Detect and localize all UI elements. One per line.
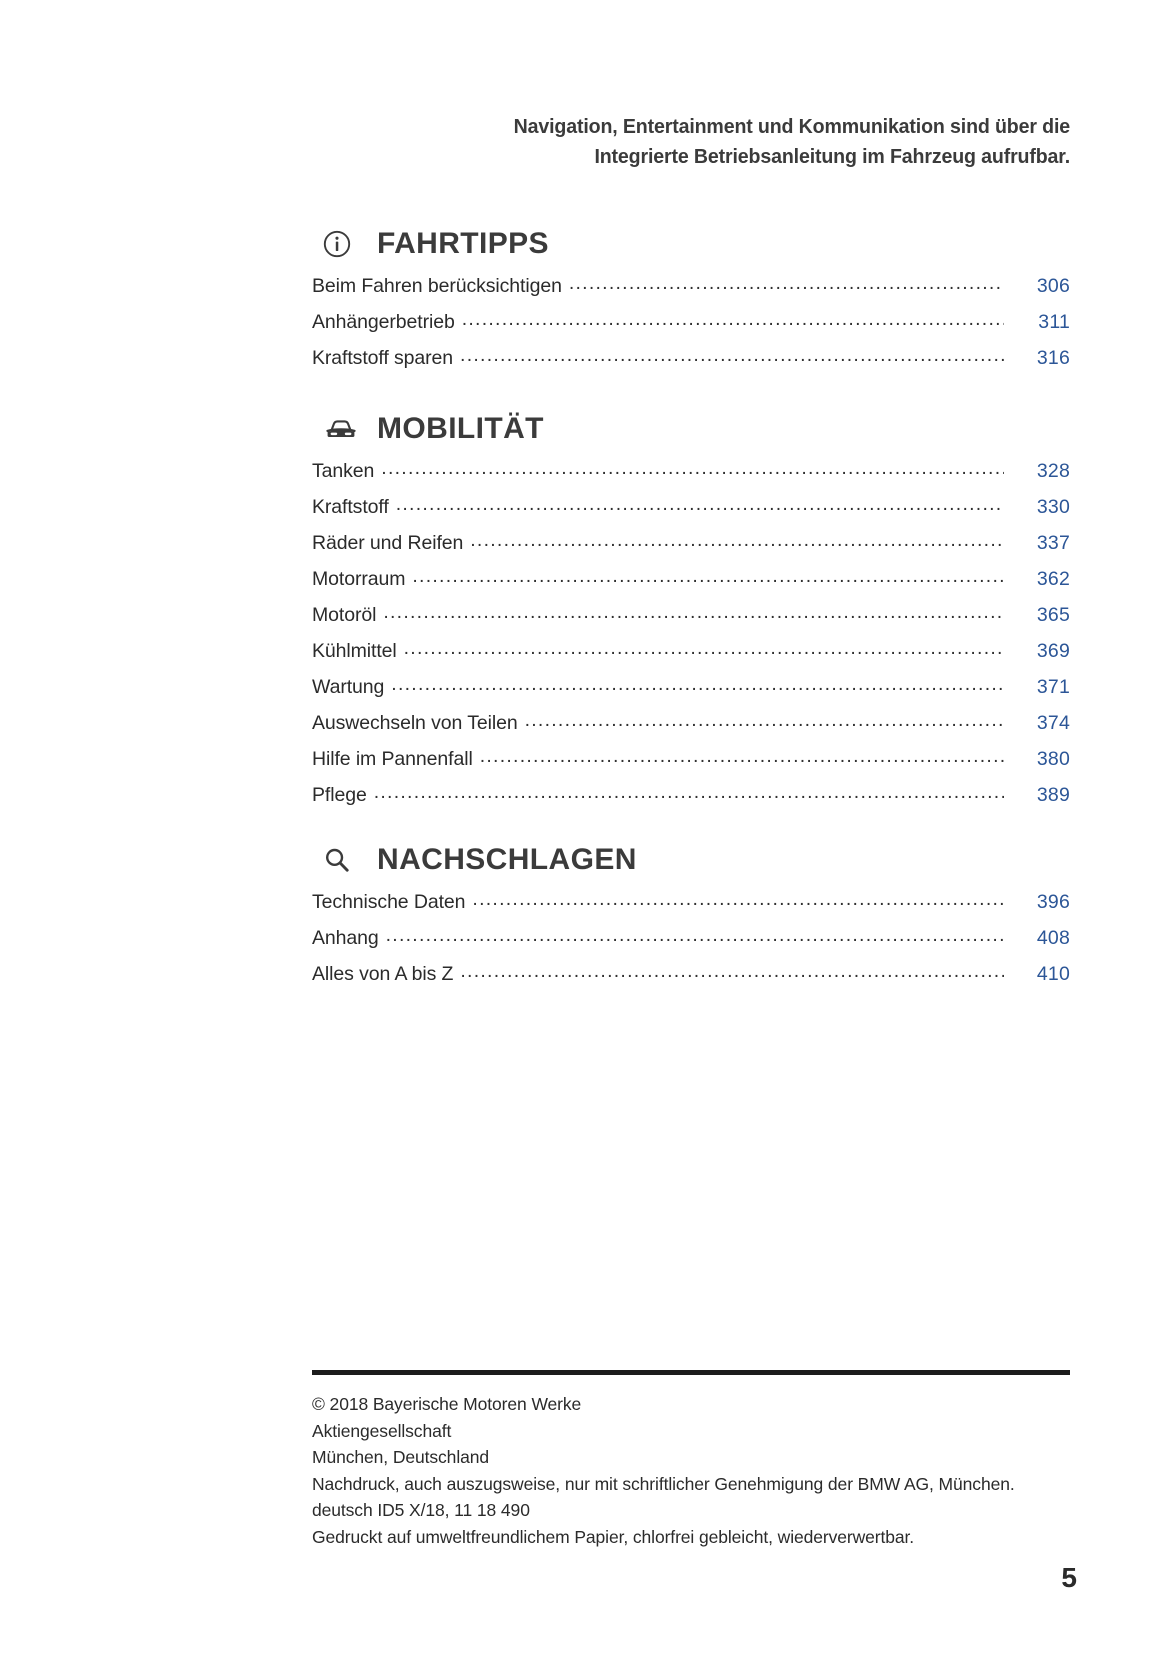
- section-title: NACHSCHLAGEN: [377, 843, 637, 876]
- toc-entry[interactable]: [312, 272, 1070, 308]
- toc-entry-label: Alles von A bis Z: [312, 962, 454, 985]
- toc-entry-page: 389: [1036, 783, 1070, 806]
- toc-entry-page: 330: [1036, 495, 1070, 518]
- toc-entry[interactable]: [312, 493, 1070, 529]
- toc-entry[interactable]: [312, 529, 1070, 565]
- toc-entry[interactable]: [312, 565, 1070, 601]
- toc-entry-label: Pflege: [312, 783, 367, 806]
- toc-entry-page: 306: [1036, 274, 1070, 297]
- toc-entry-label: Kraftstoff: [312, 495, 389, 518]
- toc-entry-label: Beim Fahren berücksichtigen: [312, 274, 562, 297]
- toc-entry-page: 337: [1036, 531, 1070, 554]
- toc-entry-label: Motorraum: [312, 567, 406, 590]
- toc-list-fahrtipps: [312, 272, 1070, 380]
- toc-entry[interactable]: [312, 344, 1070, 380]
- section-fahrtipps: [312, 222, 1070, 380]
- footer-divider: [312, 1370, 1070, 1375]
- toc-entry-label: Räder und Reifen: [312, 531, 464, 554]
- section-mobilitaet: [312, 407, 1070, 817]
- imprint-line: © 2018 Bayerische Motoren Werke: [312, 1394, 582, 1414]
- toc-entry-page: 396: [1036, 890, 1070, 913]
- toc-entry-label: Technische Daten: [312, 890, 466, 913]
- section-nachschlagen: [312, 838, 1070, 996]
- toc-entry[interactable]: [312, 457, 1070, 493]
- info-circle-icon: [322, 226, 362, 262]
- toc-entry-label: Auswechseln von Teilen: [312, 711, 518, 734]
- toc-list-mobilitaet: [312, 457, 1070, 817]
- car-front-icon: [322, 411, 362, 447]
- toc-entry-label: Anhängerbetrieb: [312, 310, 455, 333]
- toc-entry-label: Hilfe im Pannenfall: [312, 747, 473, 770]
- imprint-line: Aktiengesellschaft: [312, 1420, 452, 1441]
- dot-leader: [386, 924, 1004, 944]
- imprint-line: deutsch ID5 X/18, 11 18 490: [312, 1500, 530, 1520]
- toc-entry-label: Kraftstoff sparen: [312, 346, 454, 369]
- toc-entry-label: Motoröl: [312, 603, 377, 626]
- toc-entry[interactable]: [312, 924, 1070, 960]
- dot-leader: [460, 344, 1004, 364]
- toc-entry[interactable]: [312, 781, 1070, 817]
- toc-entry[interactable]: [312, 709, 1070, 745]
- section-title: FAHRTIPPS: [377, 227, 549, 260]
- toc-entry[interactable]: [312, 673, 1070, 709]
- toc-entry-page: 410: [1036, 962, 1070, 985]
- intro-line-1: Navigation, Entertainment und Kommunikation sind über die: [513, 115, 1070, 138]
- dot-leader: [383, 601, 1004, 621]
- section-header: [312, 838, 1070, 882]
- toc-entry[interactable]: [312, 308, 1070, 344]
- toc-entry[interactable]: [312, 888, 1070, 924]
- dot-leader: [460, 960, 1004, 980]
- toc-entry-page: 365: [1036, 603, 1070, 626]
- dot-leader: [525, 709, 1004, 729]
- dot-leader: [462, 308, 1004, 328]
- toc-entry-page: 328: [1036, 459, 1070, 482]
- toc-entry-page: 380: [1036, 747, 1070, 770]
- imprint-line: Gedruckt auf umweltfreundlichem Papier, chlorfrei gebleicht, wiederverwertbar.: [312, 1526, 915, 1547]
- imprint-block: [312, 1391, 1102, 1550]
- section-header: [312, 222, 1070, 266]
- dot-leader: [396, 493, 1004, 513]
- toc-entry[interactable]: [312, 745, 1070, 781]
- toc-entry-label: Kühlmittel: [312, 639, 397, 662]
- dot-leader: [412, 565, 1004, 585]
- toc-entry[interactable]: [312, 960, 1070, 996]
- search-icon: [322, 842, 362, 878]
- toc-entry-page: 362: [1036, 567, 1070, 590]
- page-number: 5: [1061, 1562, 1077, 1593]
- toc-entry-page: 408: [1036, 926, 1070, 949]
- toc-entry[interactable]: [312, 601, 1070, 637]
- toc-entry[interactable]: [312, 637, 1070, 673]
- toc-entry-page: 374: [1036, 711, 1070, 734]
- imprint-line: München, Deutschland: [312, 1447, 489, 1467]
- toc-entry-page: 311: [1038, 310, 1070, 333]
- toc-entry-page: 316: [1036, 346, 1070, 369]
- toc-list-nachschlagen: [312, 888, 1070, 996]
- intro-heading: [346, 112, 1070, 172]
- intro-line-2: Integrierte Betriebsanleitung im Fahrzeug aufrufbar.: [594, 145, 1070, 168]
- toc-entry-page: 371: [1036, 675, 1070, 698]
- dot-leader: [404, 637, 1004, 657]
- dot-leader: [470, 529, 1004, 549]
- toc-entry-page: 369: [1036, 639, 1070, 662]
- dot-leader: [569, 272, 1004, 292]
- toc-entry-label: Tanken: [312, 459, 375, 482]
- imprint-line: Nachdruck, auch auszugsweise, nur mit schriftlicher Genehmigung der BMW AG, München.: [312, 1473, 1015, 1494]
- section-title: MOBILITÄT: [377, 412, 544, 445]
- dot-leader: [381, 457, 1004, 477]
- section-header: [312, 407, 1070, 451]
- dot-leader: [391, 673, 1004, 693]
- dot-leader: [480, 745, 1004, 765]
- dot-leader: [472, 888, 1004, 908]
- toc-entry-label: Anhang: [312, 926, 379, 949]
- toc-entry-label: Wartung: [312, 675, 385, 698]
- dot-leader: [374, 781, 1004, 801]
